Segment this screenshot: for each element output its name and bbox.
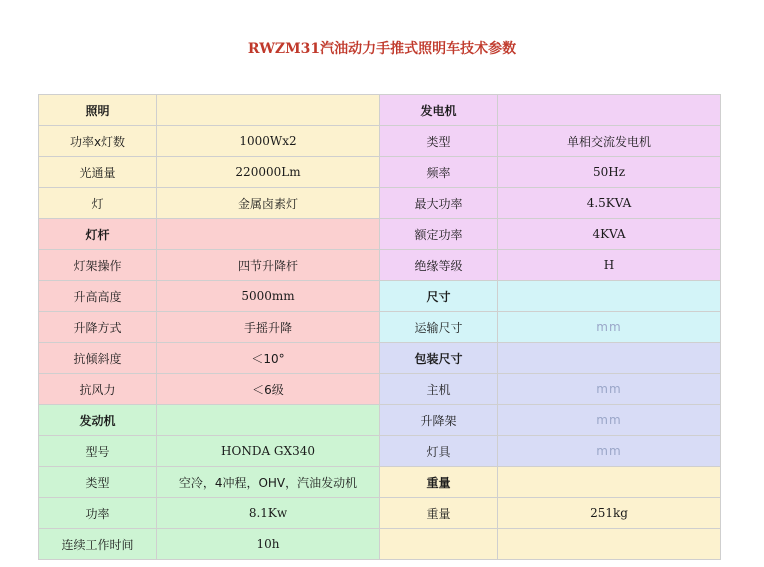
cell-label: 抗风力 bbox=[39, 374, 156, 404]
cell-value: 50Hz bbox=[498, 157, 720, 187]
spec-table bbox=[38, 94, 721, 560]
table-row bbox=[39, 126, 720, 156]
cell-label: 运输尺寸 bbox=[380, 312, 497, 342]
cell-value: mm bbox=[498, 374, 720, 404]
table-row bbox=[39, 95, 720, 125]
cell-label: 灯架操作 bbox=[39, 250, 156, 280]
cell-label: 最大功率 bbox=[380, 188, 497, 218]
cell-label: 升高高度 bbox=[39, 281, 156, 311]
cell-label: 连续工作时间 bbox=[39, 529, 156, 559]
cell-value: 1000Wx2 bbox=[157, 126, 379, 156]
cell-value bbox=[498, 343, 720, 373]
table-row bbox=[39, 157, 720, 187]
cell-value: H bbox=[498, 250, 720, 280]
section-lighting: 照明 bbox=[39, 95, 156, 125]
cell-label: 频率 bbox=[380, 157, 497, 187]
table-row bbox=[39, 529, 720, 559]
cell-value bbox=[157, 405, 379, 435]
cell-label: 绝缘等级 bbox=[380, 250, 497, 280]
cell-label: 型号 bbox=[39, 436, 156, 466]
cell-label: 灯 bbox=[39, 188, 156, 218]
cell-label: 功率 bbox=[39, 498, 156, 528]
table-row bbox=[39, 467, 720, 497]
section-dimensions: 尺寸 bbox=[380, 281, 497, 311]
cell-value: 四节升降杆 bbox=[157, 250, 379, 280]
cell-value: mm bbox=[498, 405, 720, 435]
cell-label: 主机 bbox=[380, 374, 497, 404]
cell-label: 升降架 bbox=[380, 405, 497, 435]
cell-label: 类型 bbox=[39, 467, 156, 497]
cell-value: 4.5KVA bbox=[498, 188, 720, 218]
cell-value: 10h bbox=[157, 529, 379, 559]
cell-label: 升降方式 bbox=[39, 312, 156, 342]
cell-value: HONDA GX340 bbox=[157, 436, 379, 466]
cell-value bbox=[498, 529, 720, 559]
cell-value bbox=[498, 95, 720, 125]
table-row bbox=[39, 312, 720, 342]
table-row bbox=[39, 405, 720, 435]
table-row bbox=[39, 374, 720, 404]
section-packing-size: 包装尺寸 bbox=[380, 343, 497, 373]
cell-label: 类型 bbox=[380, 126, 497, 156]
cell-label: 重量 bbox=[380, 498, 497, 528]
cell-value: mm bbox=[498, 436, 720, 466]
page-title: RWZM31汽油动力手推式照明车技术参数 bbox=[247, 41, 517, 57]
cell-value: mm bbox=[498, 312, 720, 342]
cell-value: 手摇升降 bbox=[157, 312, 379, 342]
cell-label: 灯具 bbox=[380, 436, 497, 466]
section-lamp-pole: 灯杆 bbox=[39, 219, 156, 249]
cell-label bbox=[380, 529, 497, 559]
cell-value: 金属卤素灯 bbox=[157, 188, 379, 218]
cell-value: ＜10° bbox=[157, 343, 379, 373]
table-row bbox=[39, 436, 720, 466]
cell-label: 光通量 bbox=[39, 157, 156, 187]
cell-value: 4KVA bbox=[498, 219, 720, 249]
cell-value bbox=[157, 219, 379, 249]
cell-value: 220000Lm bbox=[157, 157, 379, 187]
cell-value: 5000mm bbox=[157, 281, 379, 311]
cell-value: 8.1Kw bbox=[157, 498, 379, 528]
cell-label: 抗倾斜度 bbox=[39, 343, 156, 373]
section-weight: 重量 bbox=[380, 467, 497, 497]
cell-value: ＜6级 bbox=[157, 374, 379, 404]
cell-value bbox=[498, 467, 720, 497]
section-engine: 发动机 bbox=[39, 405, 156, 435]
table-row bbox=[39, 343, 720, 373]
table-row bbox=[39, 188, 720, 218]
table-row bbox=[39, 219, 720, 249]
section-generator: 发电机 bbox=[380, 95, 497, 125]
cell-value: 251kg bbox=[498, 498, 720, 528]
table-row bbox=[39, 250, 720, 280]
cell-label: 功率x灯数 bbox=[39, 126, 156, 156]
cell-value bbox=[157, 95, 379, 125]
cell-label: 额定功率 bbox=[380, 219, 497, 249]
cell-value: 单相交流发电机 bbox=[498, 126, 720, 156]
table-row bbox=[39, 498, 720, 528]
cell-value: 空冷，4冲程，OHV，汽油发动机 bbox=[157, 467, 379, 497]
cell-value bbox=[498, 281, 720, 311]
table-row bbox=[39, 281, 720, 311]
